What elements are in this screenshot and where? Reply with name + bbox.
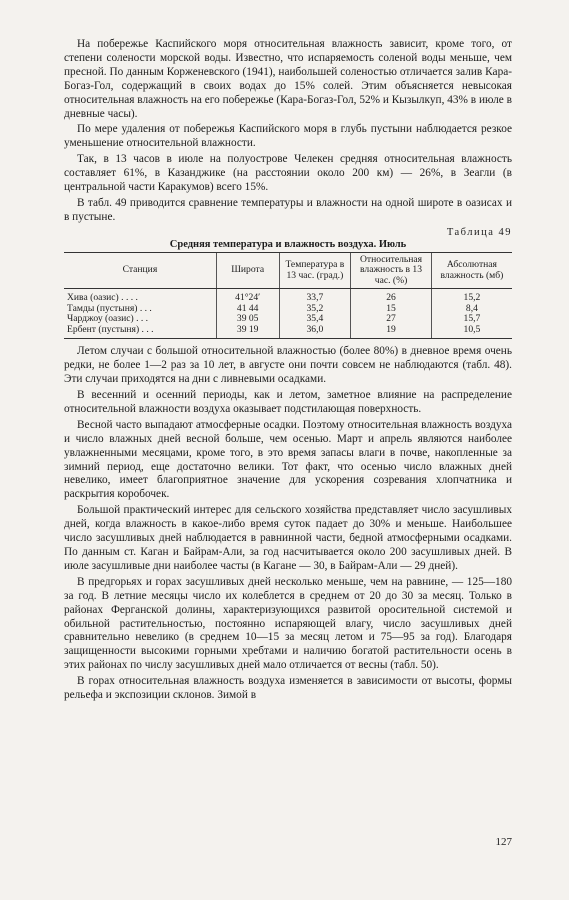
table-cell: 8,4 (431, 304, 512, 315)
table-cell: Чарджоу (оазис) . . . (67, 313, 149, 325)
table-cell: 35,4 (279, 314, 351, 325)
table-cell: 39 05 (216, 314, 279, 325)
table-cell: Тамды (пустыня) . . . (67, 302, 152, 314)
table-cell: 33,7 (279, 289, 351, 304)
table-cell: Ербент (пустыня) . . . (64, 325, 216, 339)
table-cell: 27 (351, 314, 432, 325)
table-cell: Хива (оазис) . . . . (67, 292, 138, 304)
table-cell: 15,2 (431, 289, 512, 304)
table-row (64, 289, 512, 304)
table-row (64, 325, 512, 339)
table-cell: 10,5 (431, 325, 512, 339)
table-cell: 39 19 (216, 325, 279, 339)
paragraph: На побережье Каспийского моря относительная влажность зависит, кроме того, от степени солености морской воды. Известно, что испаряемость соленой воды меньше, чем пресной. По данным Корженевского (1941), наибольшей соленостью отличается залив Кара-Богаз-Гол, содержащий в своих водах до 15% солей. Этим объясняется невысокая относительная влажность на его побережье (Кара-Богаз-Гол, 52% и Кызылкуп, 43% в июле в дневные часы). (64, 38, 512, 120)
table-title: Средняя температура и влажность воздуха. Июль (169, 238, 407, 250)
table-cell: 36,0 (279, 325, 351, 339)
paragraph: Так, в 13 часов в июле на полуострове Челекен средняя относительная влажность составляет 61%, в Казанджике (на расстоянии около 200 км) — 26%, в Зеагли (в центральной части Каракумов) всего 15%. (64, 153, 512, 194)
paragraph: В табл. 49 приводится сравнение температуры и влажности на одной широте в оазисах и в пустыне. (64, 196, 512, 223)
page-number: 127 (495, 836, 512, 848)
table-cell: 19 (351, 325, 432, 339)
column-header: Относительная влажность в 13 час. (%) (351, 252, 432, 289)
paragraph: В весенний и осенний периоды, как и летом, заметное влияние на распределение относительной влажности воздуха оказывает подстилающая поверхность. (64, 389, 512, 415)
column-header: Температура в 13 час. (град.) (279, 252, 351, 289)
table-cell: 26 (351, 289, 432, 304)
column-header: Абсолютная влажность (мб) (431, 252, 512, 289)
table-header-row (64, 252, 512, 289)
table-cell: 15 (351, 304, 432, 315)
paragraph: В предгорьях и горах засушливых дней несколько меньше, чем на равнине, — 125—180 за год. В летние месяцы число их колеблется в среднем от 20 до 30 за месяц. Только в районах Ферганской долины, характеризующихся развитой оросительной системой и обильной растительностью, постоянно испаряющей влагу, число засушливых дней сравнительно невелико (в среднем 10—15 за месяц летом и 75—95 за год). Благодаря защищенности высокими горными хребтами и наличию богатой растительности осень в этих районах по числу засушливых дней мало отличается от весны (табл. 50). (64, 575, 512, 672)
table-cell: 41°24′ (216, 289, 279, 304)
paragraph: Весной часто выпадают атмосферные осадки. Поэтому относительная влажность воздуха и число влажных дней весной больше, чем осенью. Март и апрель являются наиболее увлажненными месяцами, кроме того, в это время запасы влаги в почве, накопленные за зимний период, еще достаточно велики. Тот факт, что осенью число влажных дней невелико, имеет благоприятное значение для ускорения созревания хлопчатника и раскрытия коробочек. (64, 418, 512, 501)
table-cell: 15,7 (431, 314, 512, 325)
table-cell: 35,2 (279, 304, 351, 315)
column-header: Широта (216, 252, 279, 289)
table-cell: 41 44 (216, 304, 279, 315)
table-label: Таблица 49 (446, 226, 512, 238)
paragraph: Большой практический интерес для сельского хозяйства представляет число засушливых дней, когда влажность в какое-либо время суток падает до 30% и меньше. Наибольшее число засушливых дней наблюдается в равнинной части, бедной атмосферными осадками. По данным ст. Каган и Байрам-Али, за год насчитывается около 200 засушливых дней. В июле засушливые дни наиболее часты (в Кагане — 30, в Байрам-Али — 29 дней). (64, 504, 512, 572)
paragraph: Летом случаи с большой относительной влажностью (более 80%) в дневное время очень редки, не более 1—2 раз за 10 лет, в августе они почти совсем не наблюдаются (табл. 48). Эти случаи приходятся на дни с ливневыми осадками. (64, 345, 512, 386)
column-header: Станция (64, 252, 216, 289)
paragraph: По мере удаления от побережья Каспийского моря в глубь пустыни наблюдается резкое уменьшение относительной влажности. (64, 123, 512, 150)
data-table (64, 252, 512, 340)
paragraph: В горах относительная влажность воздуха изменяется в зависимости от высоты, формы рельефа и экспозиции склонов. Зимой в (64, 675, 512, 702)
